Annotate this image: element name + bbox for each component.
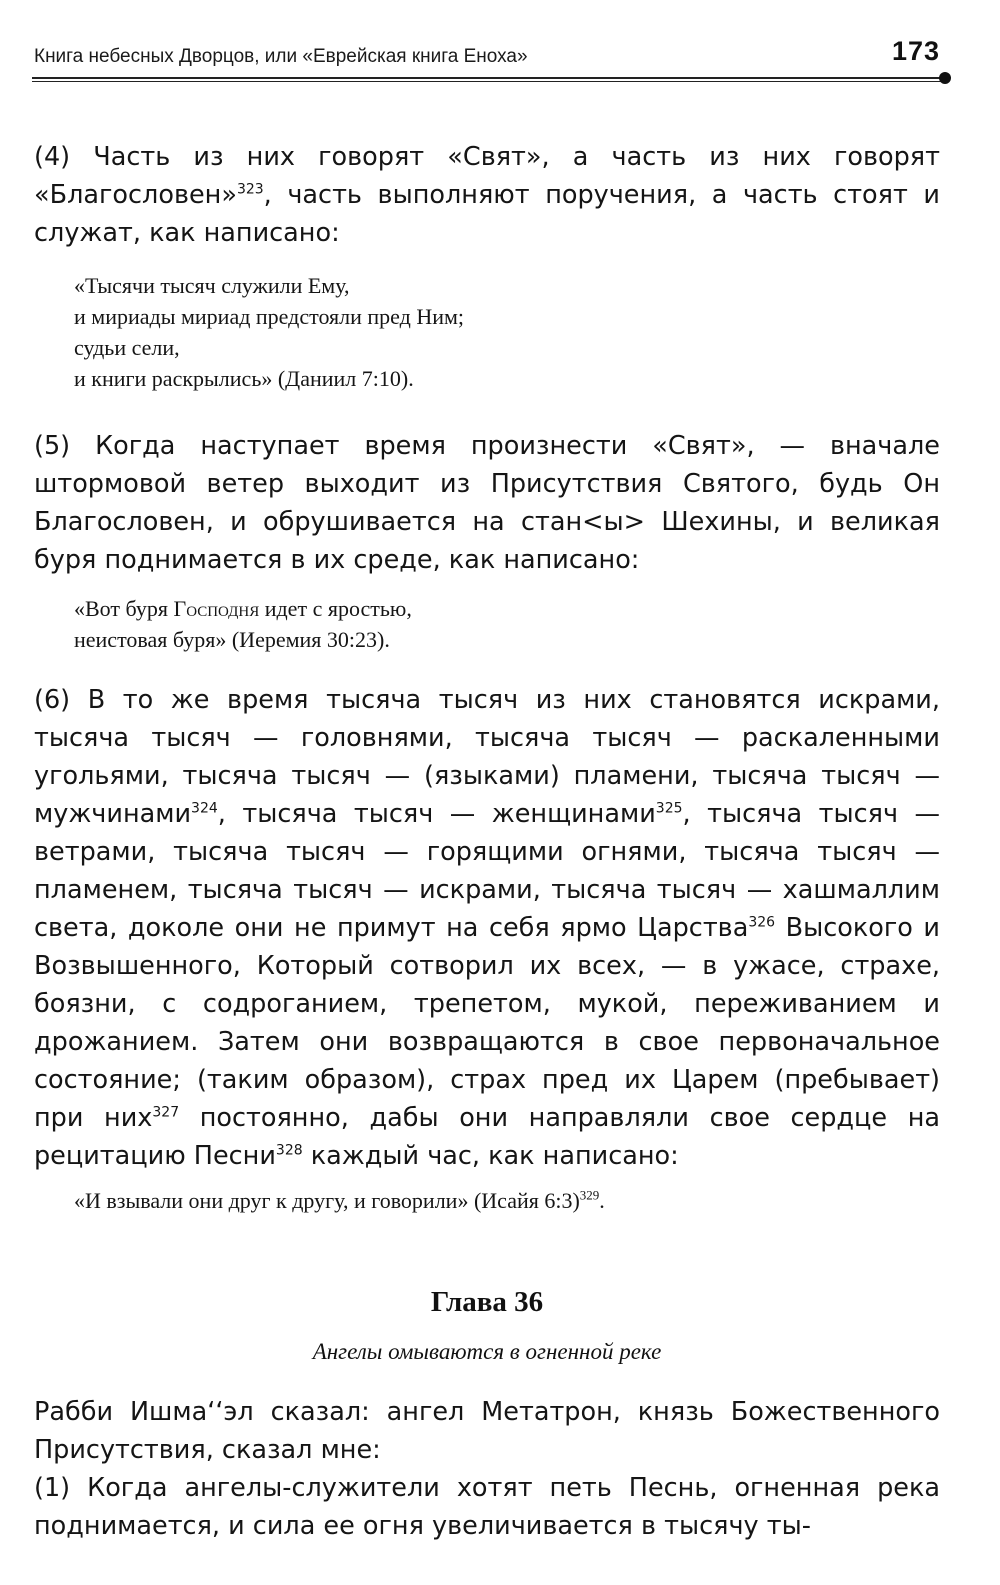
page-number: 173 xyxy=(891,36,940,66)
quote-line: и мириады мириад предстояли пред Ним; xyxy=(74,304,465,329)
footnote-ref: 324 xyxy=(191,800,218,817)
header-rule-dot xyxy=(939,72,951,84)
running-header xyxy=(32,36,944,76)
footnote-ref: 323 xyxy=(236,181,264,198)
quote-line: неистовая буря» (Иеремия 30:23). xyxy=(74,627,390,652)
paragraph-36-1: (1) Когда ангелы-служители хотят петь Песнь, огненная река поднимается, и сила ее огня увеличивается в тысячу ты- xyxy=(34,1473,940,1541)
quote-line: судьи сели, xyxy=(74,335,180,360)
divine-name: Господня xyxy=(173,596,260,621)
chapter-subtitle: Ангелы омываются в огненной реке xyxy=(312,1339,662,1364)
footnote-ref: 329 xyxy=(579,1187,600,1203)
quote-isaiah xyxy=(74,1185,940,1216)
header-rule xyxy=(32,77,944,82)
quote-jeremiah xyxy=(74,593,940,655)
footnote-ref: 327 xyxy=(152,1104,180,1121)
footnote-ref: 328 xyxy=(275,1142,303,1159)
quote-line: и книги раскрылись» (Даниил 7:10). xyxy=(74,366,414,391)
running-title: Книга небесных Дворцов, или «Еврейская книга Еноха» xyxy=(34,46,528,67)
footnote-ref: 325 xyxy=(655,800,683,817)
quote-line: «Тысячи тысяч служили Ему, xyxy=(74,273,350,298)
quote-line: «И взывали они друг к другу, и говорили» (Исайя 6:3)$^{329}$. xyxy=(74,1187,605,1213)
page-body xyxy=(34,138,940,1545)
quote-daniel xyxy=(74,270,940,394)
quote-line: «Вот буря Господня идет с яростью, xyxy=(74,596,412,621)
paragraph-5: (5) Когда наступает время произнести «Свят», — вначале штормовой ветер выходит из Присутствия Святого, будь Он Благословен, и обрушивается на стан<ы> Шехины, и великая буря поднимается в их среде, как написано: xyxy=(34,431,940,575)
footnote-ref: 326 xyxy=(748,914,776,931)
paragraph-6: (6) В то же время тысяча тысяч из них становятся искрами, тысяча тысяч — головнями, тысяча тысяч — раскаленными угольями, тысяча тысяч — (языками) пламени, тысяча тысяч — мужчинами$^{324}$, тысяча тысяч — женщинами$^{325}$, тысяча тысяч — ветрами, тысяча тысяч — горящими огнями, тысяча тысяч — пламенем, тысяча тысяч — искрами, тысяча тысяч — хашмаллим света, доколе они не примут на себя ярмо Царства$^{326}$ Высокого и Возвышенного, Который сотворил их всех, — в ужасе, страхе, боязни, с содроганием, трепетом, мукой, переживанием и дрожанием. Затем они возвращаются в свое первоначальное состояние; (таким образом), страх пред их Царем (пребывает) при них$^{327}$ постоянно, дабы они направляли свое сердце на рецитацию Песни$^{328}$ каждый час, как написано: xyxy=(34,685,940,1171)
chapter-intro: Рабби Ишма‘‘эл сказал: ангел Метатрон, князь Божественного Присутствия, сказал мне: xyxy=(34,1397,940,1465)
paragraph-4: (4) Часть из них говорят «Свят», а часть из них говорят «Благословен»$^{323}$, часть выполняют поручения, а часть стоят и служат, как написано: xyxy=(34,142,940,248)
chapter-title: Глава 36 xyxy=(430,1286,544,1318)
